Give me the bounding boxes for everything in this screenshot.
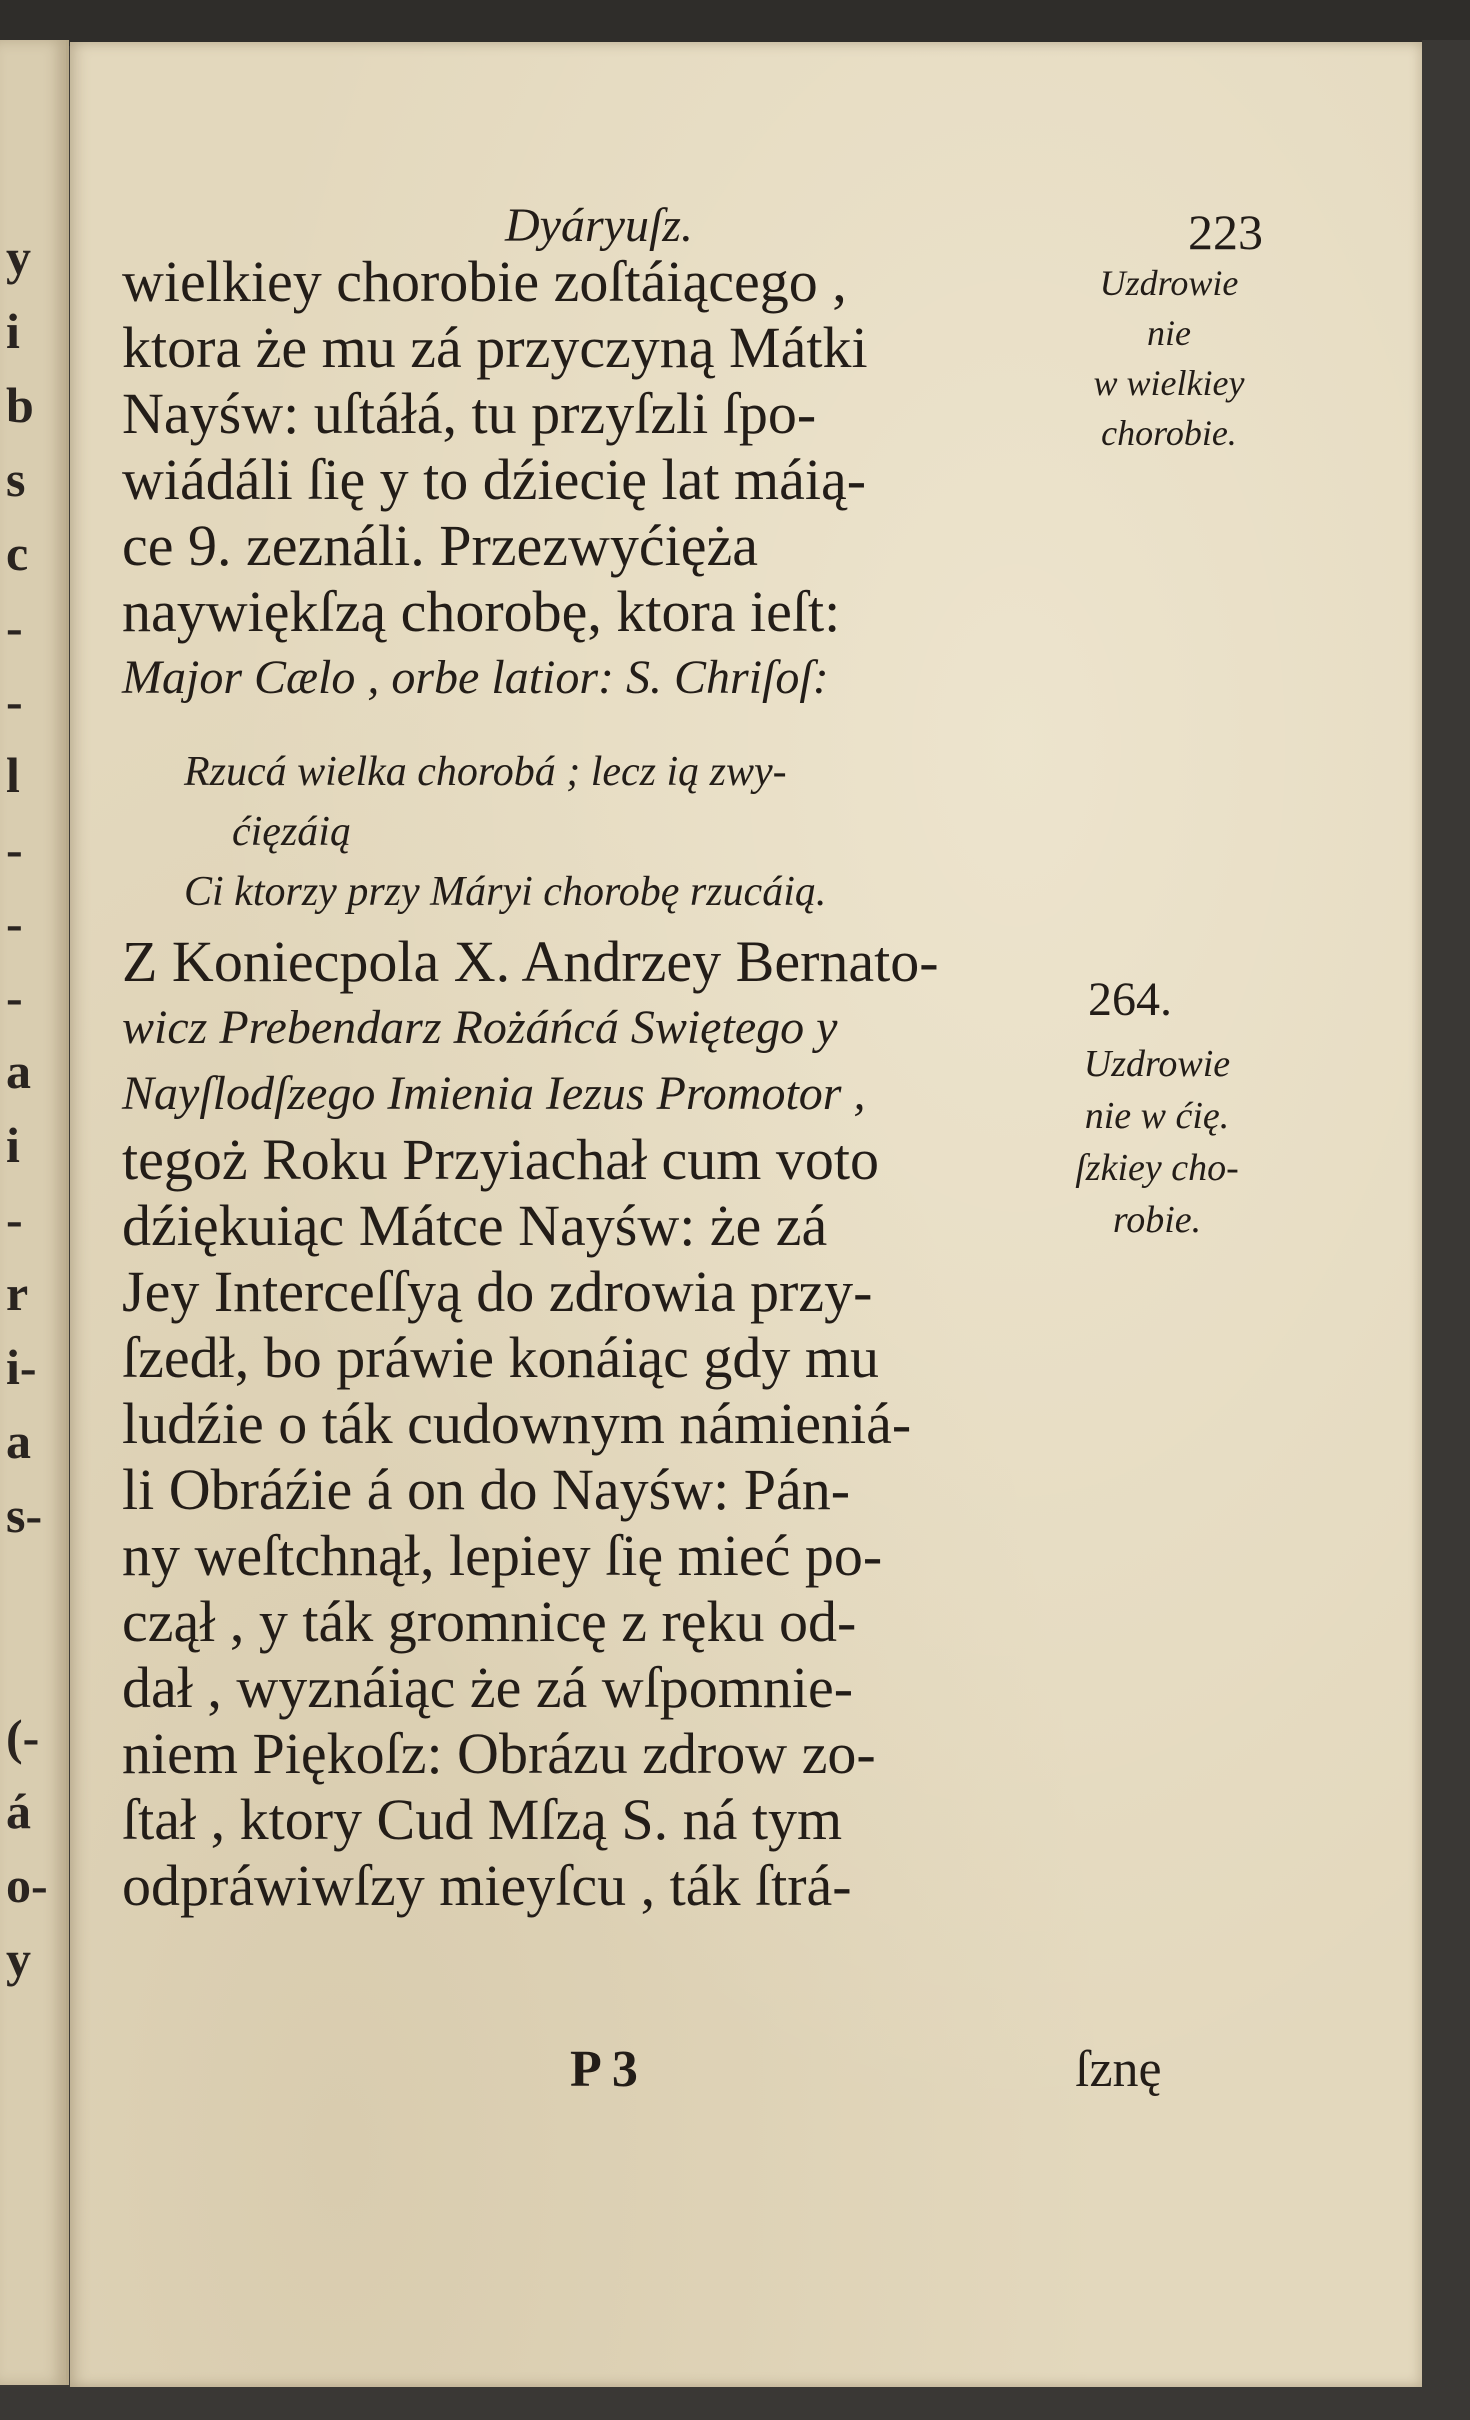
facing-page-char: - bbox=[6, 895, 23, 951]
facing-page-char: y bbox=[6, 229, 31, 285]
text-line: niem Piękoſz: Obrázu zdrow zo- bbox=[122, 1721, 876, 1786]
facing-page-char: a bbox=[6, 1413, 31, 1469]
text-line: Jey Interceſſyą do zdrowia przy- bbox=[122, 1259, 873, 1324]
text-line: ſzedł, bo práwie konáiąc gdy mu bbox=[122, 1325, 879, 1390]
margin-note-line: Uzdrowie bbox=[1083, 1043, 1231, 1085]
facing-page-char: s- bbox=[6, 1487, 43, 1543]
facing-page-char: (- bbox=[6, 1709, 40, 1765]
facing-page-char bbox=[6, 1626, 46, 1700]
facing-page-char: c bbox=[6, 525, 29, 581]
margin-note-line: nie w ćię. bbox=[1084, 1095, 1230, 1137]
facing-page-char: i bbox=[6, 1117, 20, 1173]
text-line: tegoż Roku Przyiachał cum voto bbox=[122, 1127, 880, 1192]
text-line: ce 9. zeználi. Przezwyćięża bbox=[122, 513, 758, 578]
text-line: ktora że mu zá przyczyną Mátki bbox=[122, 315, 868, 380]
facing-page-char: - bbox=[6, 1191, 23, 1247]
facing-page-char: - bbox=[6, 969, 23, 1025]
catchword: ſznę bbox=[1075, 2041, 1162, 2098]
text-line: wielkiey chorobie zoſtáiącego , bbox=[122, 249, 847, 314]
facing-page-char: - bbox=[6, 821, 23, 877]
text-line: dźiękuiąc Mátce Nayśw: że zá bbox=[122, 1193, 828, 1258]
verse-line: Ci ktorzy przy Máryi chorobę rzucáią. bbox=[184, 869, 827, 915]
text-line: ſtał , ktory Cud Mſzą S. ná tym bbox=[122, 1787, 843, 1852]
facing-page-characters bbox=[6, 220, 46, 1996]
facing-page-char: i bbox=[6, 303, 20, 359]
text-line: Z Koniecpola X. Andrzey Bernato- bbox=[122, 929, 939, 994]
text-line: wicz Prebendarz Rożáńcá Swiętego y bbox=[122, 1001, 838, 1054]
margin-note-line: ſzkiey cho- bbox=[1075, 1147, 1239, 1189]
margin-note-line: nie bbox=[1147, 313, 1191, 353]
facing-page-char: a bbox=[6, 1043, 31, 1099]
text-line: odpráwiwſzy mieyſcu , ták ſtrá- bbox=[122, 1853, 852, 1918]
margin-note-healing-severe bbox=[1042, 1038, 1272, 1246]
margin-entry-number: 264. bbox=[1088, 973, 1172, 1026]
latin-quote-line: Major Cælo , orbe latior: S. Chriſoſ: bbox=[122, 651, 829, 704]
text-line: dał , wyznáiąc że zá wſpomnie- bbox=[122, 1655, 854, 1720]
running-header: Dyáryuſz. bbox=[505, 199, 693, 252]
signature-mark: P 3 bbox=[570, 2041, 638, 2098]
facing-page-char: i- bbox=[6, 1339, 37, 1395]
verse-line: ćięzáią bbox=[232, 809, 351, 855]
text-line: Nayſlodſzego Imienia Iezus Promotor , bbox=[122, 1067, 866, 1120]
text-line: ny weſtchnął, lepiey ſię mieć po- bbox=[122, 1523, 883, 1588]
verse-line: Rzucá wielka chorobá ; lecz ią zwy- bbox=[184, 749, 787, 795]
facing-page-char: á bbox=[6, 1783, 31, 1839]
facing-page-char: o- bbox=[6, 1857, 48, 1913]
facing-page-char: b bbox=[6, 377, 34, 433]
text-line: ludźie o ták cudownym námieniá- bbox=[122, 1391, 912, 1456]
margin-note-line: w wielkiey bbox=[1093, 363, 1245, 403]
facing-page-char: - bbox=[6, 673, 23, 729]
margin-note-line: Uzdrowie bbox=[1099, 263, 1239, 303]
text-line: naywiękſzą chorobę, ktora ieſt: bbox=[122, 579, 841, 644]
top-background bbox=[0, 0, 1470, 46]
facing-page-char: l bbox=[6, 747, 20, 803]
facing-page-char: y bbox=[6, 1931, 31, 1987]
facing-page-char: r bbox=[6, 1265, 29, 1321]
margin-note-healing-illness bbox=[1054, 258, 1284, 458]
text-line: czął , y ták gromnicę z ręku od- bbox=[122, 1589, 857, 1654]
right-background bbox=[1422, 40, 1470, 2420]
text-line: Nayśw: uſtáłá, tu przyſzli ſpo- bbox=[122, 381, 817, 446]
text-line: wiádáli ſię y to dźiecię lat máią- bbox=[122, 447, 867, 512]
margin-note-line: chorobie. bbox=[1101, 413, 1237, 453]
facing-page-edge bbox=[0, 40, 69, 2385]
bottom-background bbox=[0, 2387, 1470, 2420]
margin-note-line: robie. bbox=[1112, 1199, 1202, 1241]
text-line: li Obráźie á on do Nayśw: Pán- bbox=[122, 1457, 851, 1522]
facing-page-char: - bbox=[6, 599, 23, 655]
facing-page-char: s bbox=[6, 451, 26, 507]
page-number: 223 bbox=[1188, 204, 1263, 260]
facing-page-char bbox=[6, 1552, 46, 1626]
